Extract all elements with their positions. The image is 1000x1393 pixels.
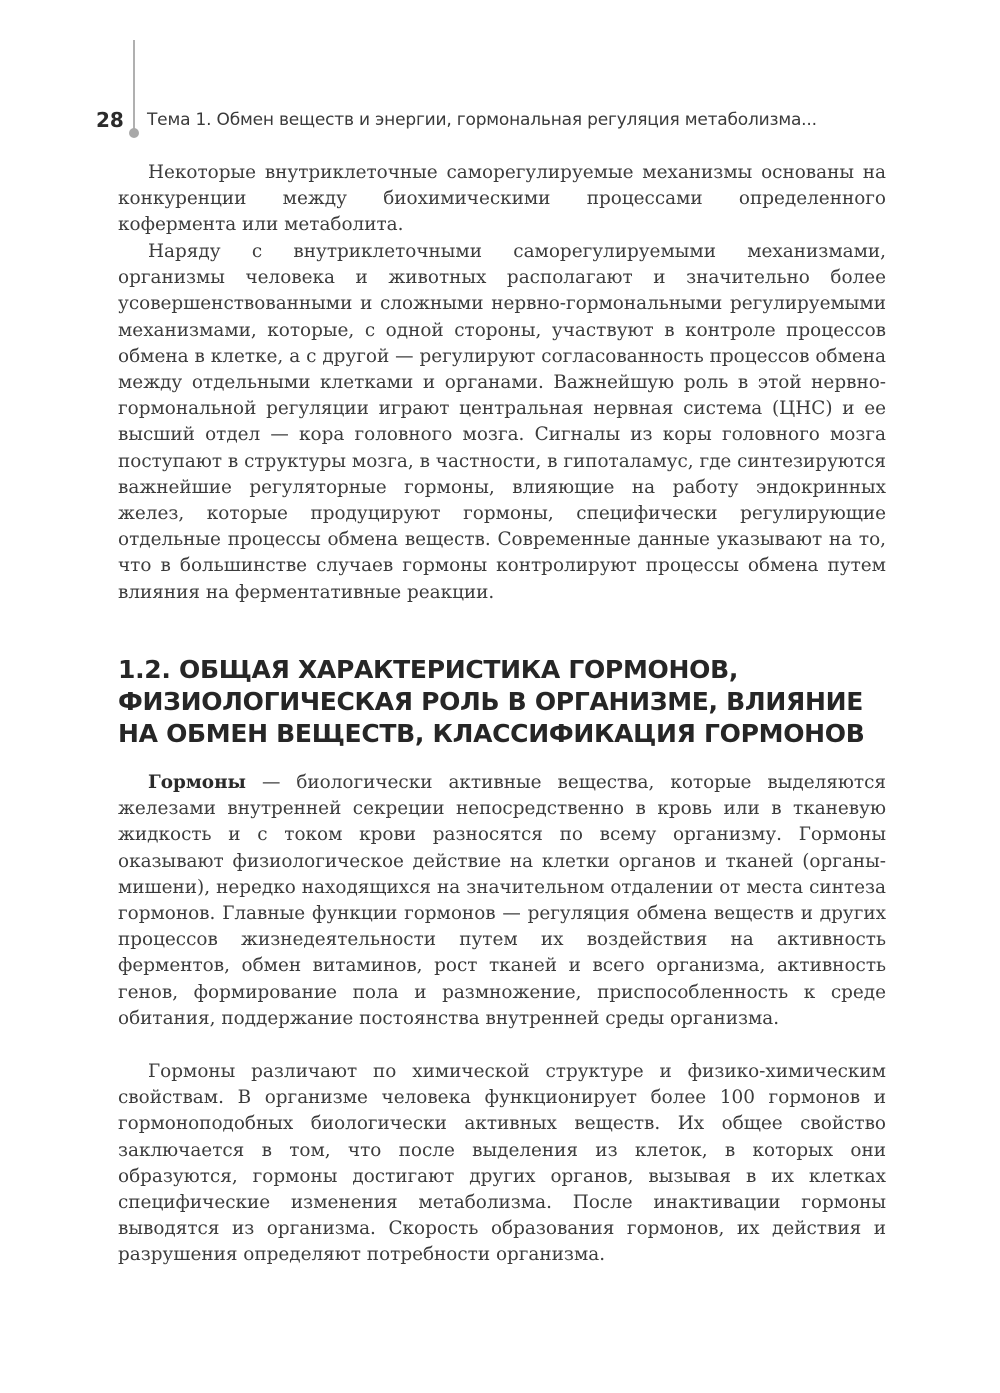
body-paragraph-2: Наряду с внутриклеточными саморегулируемыми механизмами, организмы человека и животных располагают и значительно более усовершенствованными и сложными нервно-гормональными регулируемыми механизмами, которые, с одной стороны, участвуют в контроле процессов обмена в клетке, а с другой — регулируют согласованность процессов обмена между отдельными клетками и органами. Важнейшую роль в этой нервно-гормональной регуляции играют центральная нервная система (ЦНС) и ее высший отдел — кора головного мозга. Сигналы из коры головного мозга поступают в структуры мозга, в частности, в гипоталамус, где синтезируются важнейшие регуляторные гормоны, влияющие на работу эндокринных желез, которые продуцируют гормоны, специфически регулирующие отдельные процессы обмена веществ. Современные данные указывают на то, что в большинстве случаев гормоны контролируют процессы обмена путем влияния на ферментативные реакции. [118,241,886,603]
body-paragraph-4: Гормоны различают по химической структуре и физико-химическим свойствам. В организме человека функционирует более 100 гормонов и гормоноподобных биологически активных веществ. Их общее свойство заключается в том, что после выделения из клеток, в которых они образуются, гормоны достигают других органов, вызывая в их клетках специфические изменения метаболизма. После инактивации гормоны выводятся из организма. Скорость образования гормонов, их действия и разрушения определяют потребности организма. [118,1061,886,1266]
body-paragraph-3 [118,770,886,1032]
header-rule-dot [129,128,139,138]
page-number: 28 [96,108,124,132]
definition-text: — биологически активные вещества, которые выделяются железами внутренней секреции непосредственно в кровь или в тканевую жидкость и с током крови разносятся по всему организму. Гормоны оказывают физиологическое действие на клетки органов и тканей (органы-мишени), нередко находящихся на значительном отдалении от места синтеза гормонов. Главные функции гормонов — регуляция обмена веществ и других процессов жизнедеятельности путем их воздействия на активность ферментов, обмен витаминов, рост тканей и всего организма, активность генов, формирование пола и размножение, приспособленность к среде обитания, поддержание постоянства внутренней среды организма. [118,772,886,1029]
body-paragraph-1: Некоторые внутриклеточные саморегулируемые механизмы основаны на конкуренции между биохимическими процессами определенного кофермента или метаболита. [118,162,886,236]
header-rule-line [133,40,135,132]
section-heading: 1.2. ОБЩАЯ ХАРАКТЕРИСТИКА ГОРМОНОВ, ФИЗИОЛОГИЧЕСКАЯ РОЛЬ В ОРГАНИЗМЕ, ВЛИЯНИЕ НА ОБМЕН ВЕЩЕСТВ, КЛАССИФИКАЦИЯ ГОРМОНОВ [118,655,865,748]
running-header-title: Тема 1. Обмен веществ и энергии, гормональная регуляция метаболизма... [147,110,817,130]
defined-term: Гормоны [148,772,246,793]
